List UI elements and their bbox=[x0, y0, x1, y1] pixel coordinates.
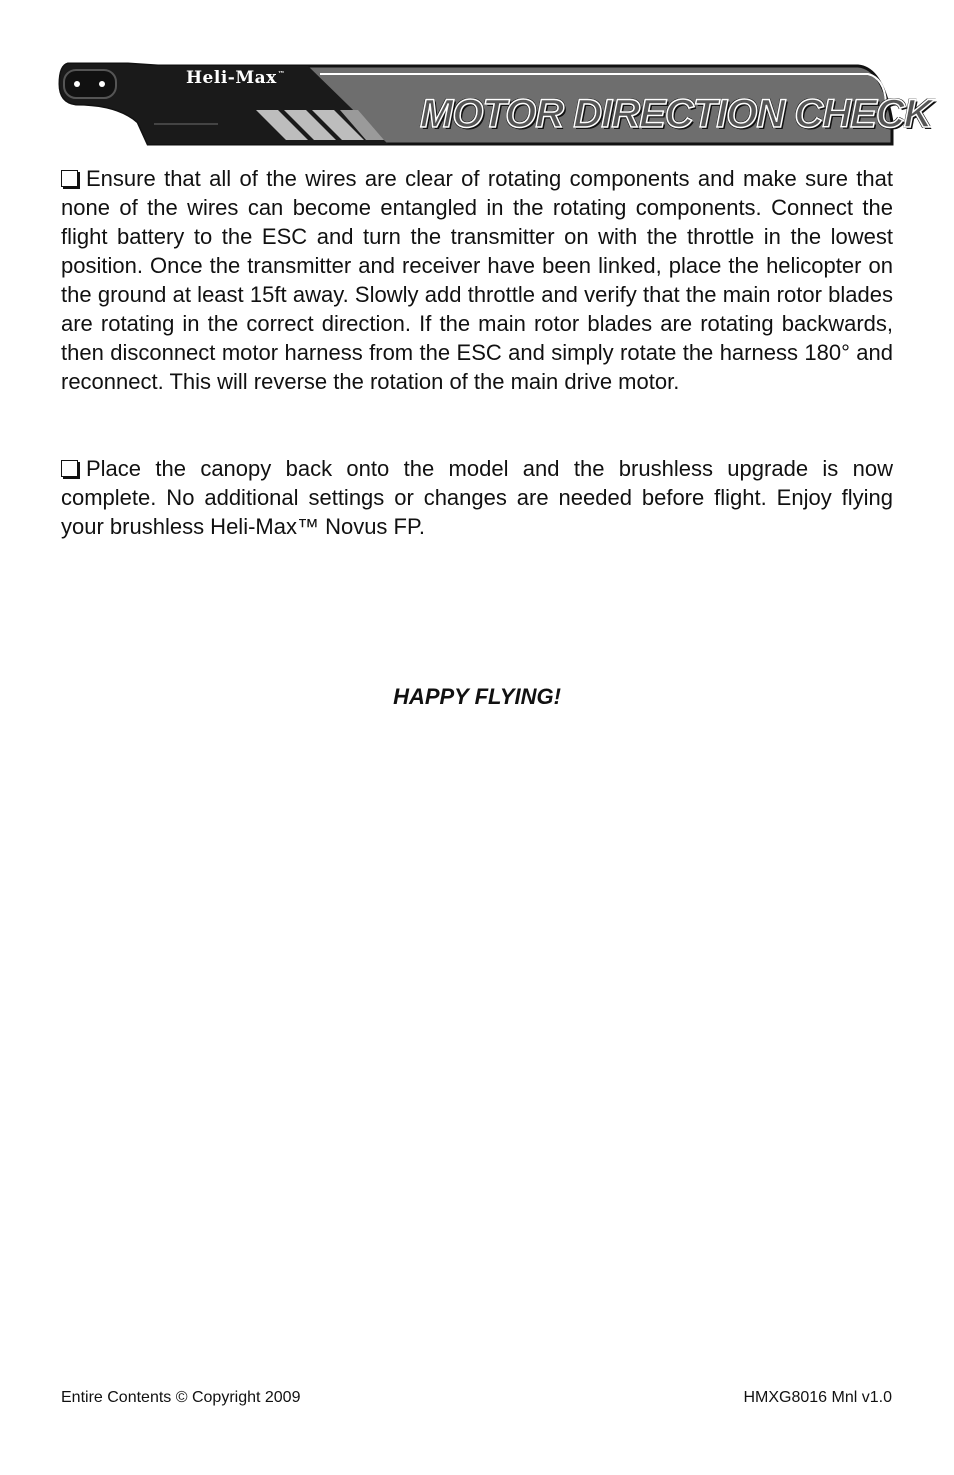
step-text: Ensure that all of the wires are clear of rotating components and make sure that none of the wires can become entangled in the rotating components. Connect the flight battery to the ESC and turn the transmitter on with the throttle in the lowest position. Once the transmitter and receiver have been linked, place the helicopter on the ground at least 15ft away. Slowly add throttle and verify that the main rotor blades are rotating in the correct direction. If the main rotor blades are rotating backwards, then disconnect motor harness from the ESC and simply rotate the harness 180° and reconnect. This will reverse the rotation of the main drive motor. bbox=[61, 166, 893, 394]
step-canopy bbox=[61, 454, 893, 541]
rotor-blade-banner bbox=[58, 62, 932, 146]
instructions bbox=[61, 164, 893, 541]
checkbox-icon[interactable] bbox=[61, 170, 78, 187]
footer-copyright: Entire Contents © Copyright 2009 bbox=[61, 1389, 301, 1406]
step-text: Place the canopy back onto the model and the brushless upgrade is now complete. No additional settings or changes are needed before flight. Enjoy flying your brushless Heli-Max™ Novus FP. bbox=[61, 456, 893, 539]
closing-message: HAPPY FLYING! bbox=[393, 684, 561, 709]
footer-document-id: HMXG8016 Mnl v1.0 bbox=[743, 1389, 892, 1406]
page-title: MOTOR DIRECTION CHECK bbox=[420, 92, 932, 136]
brand-logo: Heli-Max™ bbox=[186, 68, 286, 88]
step-motor-direction bbox=[61, 164, 893, 396]
checkbox-icon[interactable] bbox=[61, 460, 78, 477]
